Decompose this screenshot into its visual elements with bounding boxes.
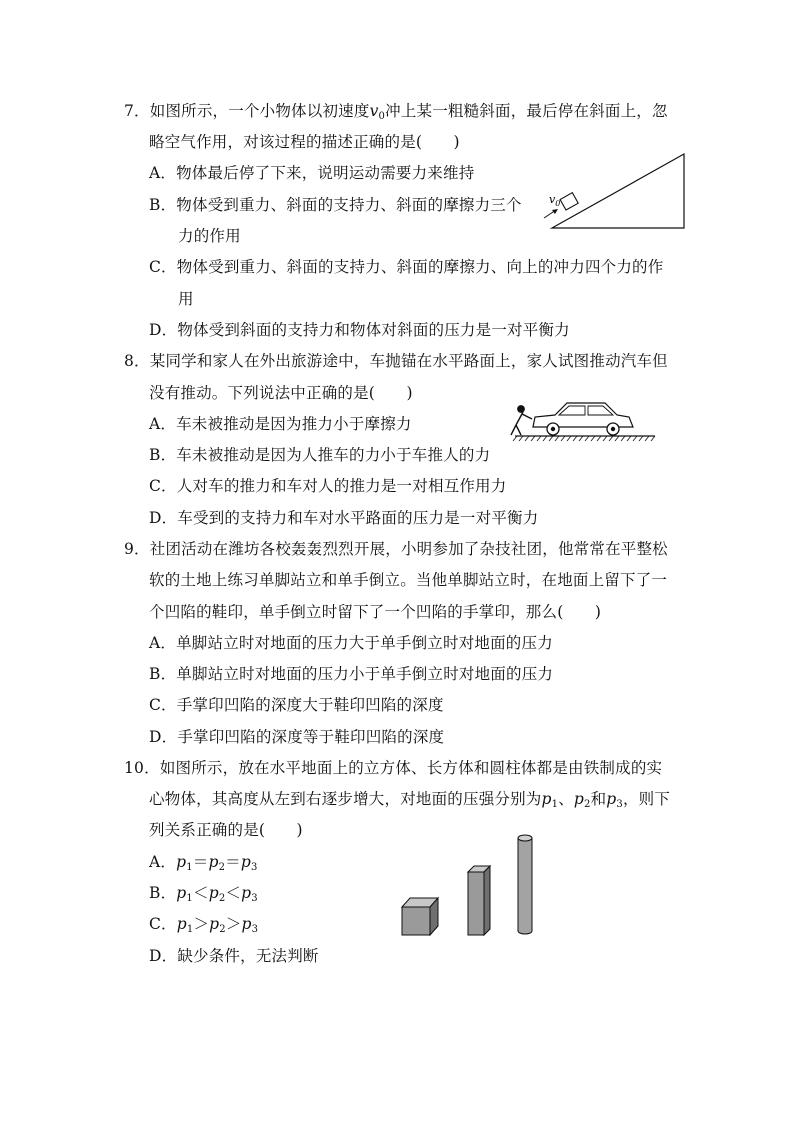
q7-stem-line1: [124, 100, 668, 122]
road-hatching: [513, 436, 655, 441]
q8-stem-line2: 没有推动。下列说法中正确的是( ): [149, 384, 413, 402]
q7-option-a: A．物体最后停了下来，说明运动需要力来维持: [149, 164, 475, 182]
q10-stem-line2: 心物体，其高度从左到右逐步增大，对地面的压强分别为$p_1$、$p_2$和$p_3$，则下: [149, 790, 671, 810]
q10-stem-line3: 列关系正确的是( ): [149, 821, 303, 839]
q7-incline-figure: [540, 150, 690, 232]
q9-stem-line1: 9．社团活动在潍坊各校轰轰烈烈开展，小明参加了杂技社团，他常常在平整松: [124, 540, 668, 558]
q10-option-a: A．$p_1=p_2=p_3$: [149, 853, 258, 873]
q7-option-c-line2: 用: [178, 290, 194, 308]
q7-option-c-line1: C．物体受到重力、斜面的支持力、斜面的摩擦力、向上的冲力四个力的作: [149, 258, 664, 276]
q8-car-figure: [495, 395, 660, 445]
q9-option-b: B．单脚站立时对地面的压力小于单手倒立时对地面的压力: [149, 665, 554, 683]
person-pushing: [511, 406, 532, 435]
q8-option-d: D．车受到的支持力和车对水平路面的压力是一对平衡力: [149, 509, 539, 527]
q10-stem-line1: 10．如图所示，放在水平地面上的立方体、长方体和圆柱体都是由铁制成的实: [124, 759, 663, 777]
q7-option-d: D．物体受到斜面的支持力和物体对斜面的压力是一对平衡力: [149, 321, 570, 339]
q8-option-a: A．车未被推动是因为推力小于摩擦力: [149, 415, 412, 433]
cuboid-solid: [468, 866, 490, 935]
q9-option-d: D．手掌印凹陷的深度等于鞋印凹陷的深度: [149, 728, 445, 746]
q7-option-b-line1: B．物体受到重力、斜面的支持力、斜面的摩擦力三个: [149, 196, 522, 214]
incline-triangle: [552, 154, 684, 228]
v0-label: $v_0$: [549, 193, 561, 208]
cube-solid: [402, 898, 438, 935]
q7-stem-text-b: 冲上某一粗糙斜面，最后停在斜面上，忽: [385, 102, 668, 120]
q7-stem-line2: 略空气作用，对该过程的描述正确的是( ): [149, 133, 460, 151]
q9-stem-line3: 个凹陷的鞋印，单手倒立时留下了一个凹陷的手掌印，那么( ): [149, 603, 602, 621]
q8-option-b: B．车未被推动是因为人推车的力小于车推人的力: [149, 446, 491, 464]
block-on-incline: [560, 193, 578, 210]
cylinder-solid: [518, 835, 532, 934]
q9-option-a: A．单脚站立时对地面的压力大于单手倒立时对地面的压力: [149, 634, 553, 652]
q10-option-d: D．缺少条件，无法判断: [149, 947, 319, 965]
q10-option-c: C．$p_1>p_2>p_3$: [149, 915, 259, 935]
q7-v-subscript: 0: [378, 111, 386, 122]
q9-option-c: C．手掌印凹陷的深度大于鞋印凹陷的深度: [149, 696, 444, 714]
q10-option-b: B．$p_1<p_2<p_3$: [149, 884, 258, 904]
q8-stem-line1: 8．某同学和家人在外出旅游途中，车抛锚在水平路面上，家人试图推动汽车但: [124, 352, 668, 370]
q7-stem-text-a: 7．如图所示，一个小物体以初速度: [124, 102, 370, 120]
q7-option-b-line2: 力的作用: [178, 227, 241, 245]
q7-v-symbol: v: [369, 102, 379, 120]
q9-stem-line2: 软的土地上练习单脚站立和单手倒立。当他单脚站立时，在地面上留下了一: [149, 571, 668, 589]
q8-option-c: C．人对车的推力和车对人的推力是一对相互作用力: [149, 477, 507, 495]
q10-solids-figure: [398, 832, 548, 940]
